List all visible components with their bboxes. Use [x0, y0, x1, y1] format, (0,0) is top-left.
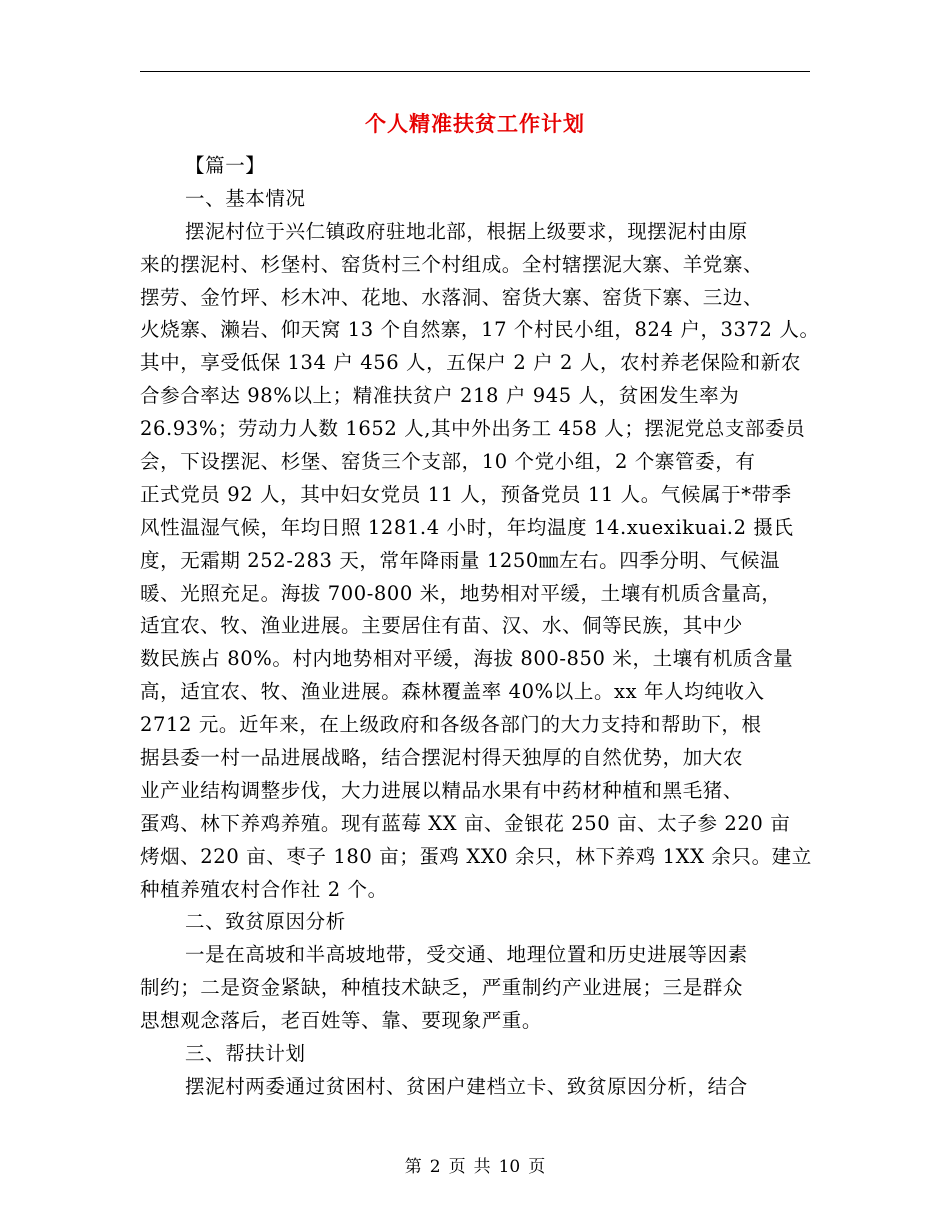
text-line: 种植养殖农村合作社 2 个。: [140, 877, 388, 901]
document-body: [140, 150, 820, 1104]
text-line: 一、基本情况: [185, 186, 306, 210]
header-rule: [140, 71, 810, 72]
text-line: 业产业结构调整步伐，大力进展以精品水果有中药材种植和黑毛猪、: [140, 778, 744, 802]
text-line: 【篇一】: [185, 154, 266, 177]
text-line: 制约；二是资金紧缺，种植技术缺乏，严重制约产业进展；三是群众: [140, 976, 744, 1000]
text-line: 2712 元。近年来，在上级政府和各级各部门的大力支持和帮助下，根: [140, 713, 762, 737]
text-line: 蛋鸡、林下养鸡养殖。现有蓝莓 XX 亩、金银花 250 亩、太子参 220 亩: [140, 811, 791, 835]
text-line: 据县委一村一品进展战略，结合摆泥村得天独厚的自然优势，加大农: [140, 746, 744, 770]
footer-page-number: 2: [429, 1157, 441, 1177]
footer-prefix: 第: [404, 1157, 422, 1177]
text-line: 度，无霜期 252-283 天，常年降雨量 1250㎜左右。四季分明、气候温: [140, 548, 781, 572]
text-line: 二、致贫原因分析: [185, 910, 346, 934]
footer-page-label: 页: [448, 1157, 466, 1177]
text-line: 摆泥村两委通过贫困村、贫困户建档立卡、致贫原因分析，结合: [185, 1074, 748, 1098]
text-line: 烤烟、220 亩、枣子 180 亩；蛋鸡 XX0 余只，林下养鸡 1XX 余只。建立: [140, 844, 812, 868]
text-line: 风性温湿气候，年均日照 1281.4 小时，年均温度 14.xuexikuai.2 摄氏: [140, 515, 794, 539]
text-line: 会，下设摆泥、杉堡、窑货三个支部，10 个党小组，2 个寨管委，有: [140, 450, 756, 474]
text-line: 一是在高坡和半高坡地带，受交通、地理位置和历史进展等因素: [185, 943, 748, 967]
text-line: 火烧寨、濑岩、仰天窝 13 个自然寨，17 个村民小组，824 户，3372 人。: [140, 318, 820, 342]
text-line: 合参合率达 98%以上；精准扶贫户 218 户 945 人，贫困发生率为: [140, 384, 740, 408]
text-line: 数民族占 80%。村内地势相对平缓，海拔 800-850 米，土壤有机质含量: [140, 647, 794, 671]
text-line: 适宜农、牧、渔业进展。主要居住有苗、汉、水、侗等民族，其中少: [140, 614, 744, 638]
footer-suffix: 页: [528, 1157, 546, 1177]
text-line: 摆泥村位于兴仁镇政府驻地北部，根据上级要求，现摆泥村由原: [185, 219, 748, 243]
page-footer: [0, 1152, 950, 1177]
text-line: 26.93%；劳动力人数 1652 人,其中外出务工 458 人；摆泥党总支部委员: [140, 417, 806, 441]
text-line: 来的摆泥村、杉堡村、窑货村三个村组成。全村辖摆泥大寨、羊党寨、: [140, 252, 764, 276]
text-line: 暖、光照充足。海拔 700-800 米，地势相对平缓，土壤有机质含量高，: [140, 581, 782, 605]
text-line: 摆劳、金竹坪、杉木冲、花地、水落洞、窑货大寨、窑货下寨、三边、: [140, 285, 764, 309]
text-line: 正式党员 92 人，其中妇女党员 11 人，预备党员 11 人。气候属于*带季: [140, 482, 792, 506]
text-line: 三、帮扶计划: [185, 1042, 306, 1066]
document-title: 个人精准扶贫工作计划: [365, 111, 585, 136]
footer-total-label: 共: [473, 1157, 491, 1177]
text-line: 思想观念落后，老百姓等、靠、要现象严重。: [140, 1009, 543, 1033]
text-line: 高，适宜农、牧、渔业进展。森林覆盖率 40%以上。xx 年人均纯收入: [140, 680, 765, 704]
footer-total-pages: 10: [498, 1157, 521, 1177]
text-line: 其中，享受低保 134 户 456 人，五保户 2 户 2 人，农村养老保险和新农: [140, 351, 801, 375]
